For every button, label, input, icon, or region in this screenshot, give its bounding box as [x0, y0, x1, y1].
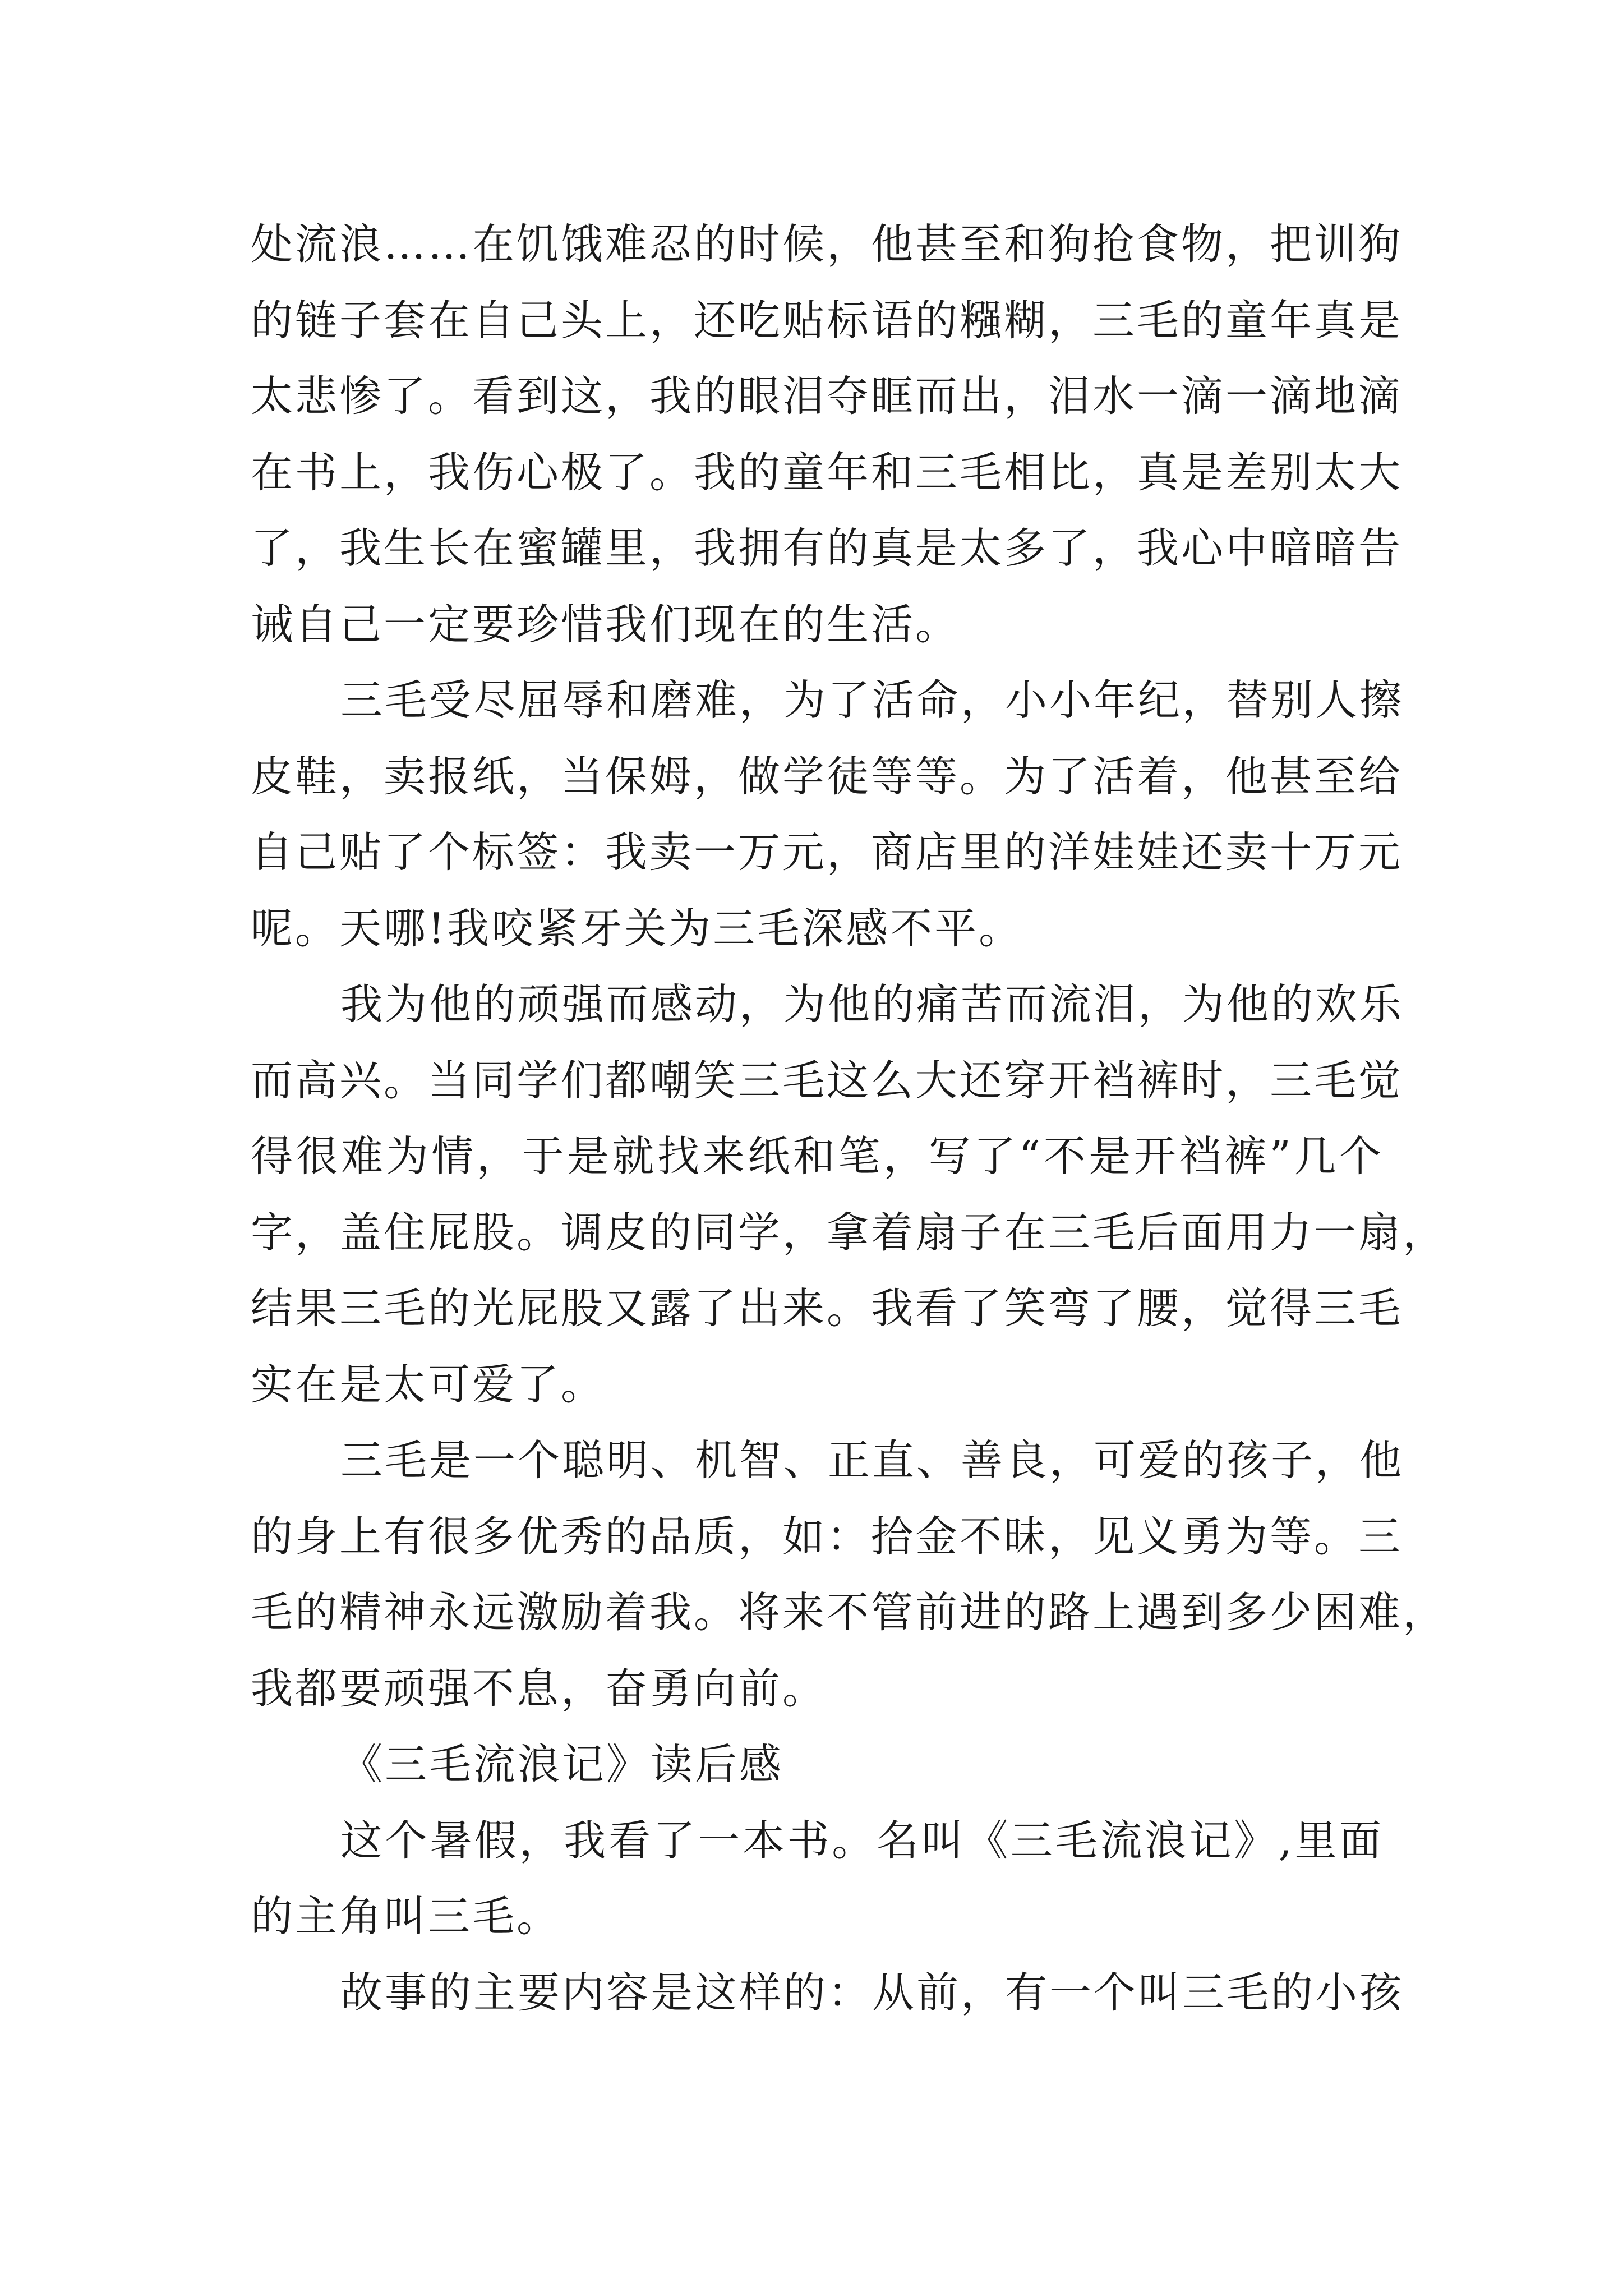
paragraph-1 [251, 206, 1403, 662]
text-line: 我都要顽强不息，奋勇向前。 [251, 1663, 827, 1713]
text-line: 的身上有很多优秀的品质，如：拾金不昧，见义勇为等。三 [251, 1511, 1403, 1561]
text-line: 的主角叫三毛。 [251, 1892, 561, 1941]
text-line: 三毛是一个聪明、机智、正直、善良，可爱的孩子，他 [340, 1435, 1404, 1485]
text-line: 在书上，我伤心极了。我的童年和三毛相比，真是差别太大 [251, 447, 1403, 497]
text-line: 了，我生长在蜜罐里，我拥有的真是太多了，我心中暗暗告 [251, 523, 1403, 573]
text-line: 实在是太可爱了。 [251, 1359, 606, 1409]
text-line: 这个暑假，我看了一本书。名叫《三毛流浪记》,里面 [340, 1815, 1384, 1865]
heading-line: 《三毛流浪记》读后感 [340, 1740, 784, 1789]
text-line: 三毛受尽屈辱和磨难，为了活命，小小年纪，替别人擦 [340, 675, 1404, 725]
text-line: 毛的精神永远激励着我。将来不管前进的路上遇到多少困难， [251, 1588, 1447, 1637]
paragraph-4 [251, 1423, 1447, 1727]
text-line: 我为他的顽强而感动，为他的痛苦而流泪，为他的欢乐 [340, 979, 1404, 1029]
text-line: 皮鞋，卖报纸，当保姆，做学徒等等。为了活着，他甚至给 [251, 751, 1403, 801]
paragraph-3 [251, 967, 1447, 1423]
text-line: 诫自己一定要珍惜我们现在的生活。 [251, 599, 960, 649]
text-line: 而高兴。当同学们都嘲笑三毛这么大还穿开裆裤时，三毛觉 [251, 1055, 1403, 1105]
text-line: 故事的主要内容是这样的：从前，有一个叫三毛的小孩 [340, 1967, 1404, 2017]
text-line: 字，盖住屁股。调皮的同学，拿着扇子在三毛后面用力一扇， [251, 1207, 1447, 1257]
paragraph-6 [251, 1955, 1404, 2031]
text-line: 自己贴了个标签：我卖一万元，商店里的洋娃娃还卖十万元 [251, 827, 1403, 877]
text-line: 处流浪……在饥饿难忍的时候，他甚至和狗抢食物，把训狗 [251, 219, 1403, 269]
text-line: 呢。天哪!我咬紧牙关为三毛深感不平。 [251, 903, 1023, 953]
section-heading [251, 1727, 1384, 1803]
text-line: 结果三毛的光屁股又露了出来。我看了笑弯了腰，觉得三毛 [251, 1283, 1403, 1333]
document-body [251, 206, 1447, 2031]
text-line: 的链子套在自己头上，还吃贴标语的糨糊，三毛的童年真是 [251, 295, 1403, 345]
paragraph-5 [251, 1803, 1384, 1955]
text-line: 太悲惨了。看到这，我的眼泪夺眶而出，泪水一滴一滴地滴 [251, 371, 1403, 421]
paragraph-2 [251, 662, 1404, 967]
text-line: 得很难为情，于是就找来纸和笔，写了“不是开裆裤”几个 [251, 1131, 1384, 1181]
